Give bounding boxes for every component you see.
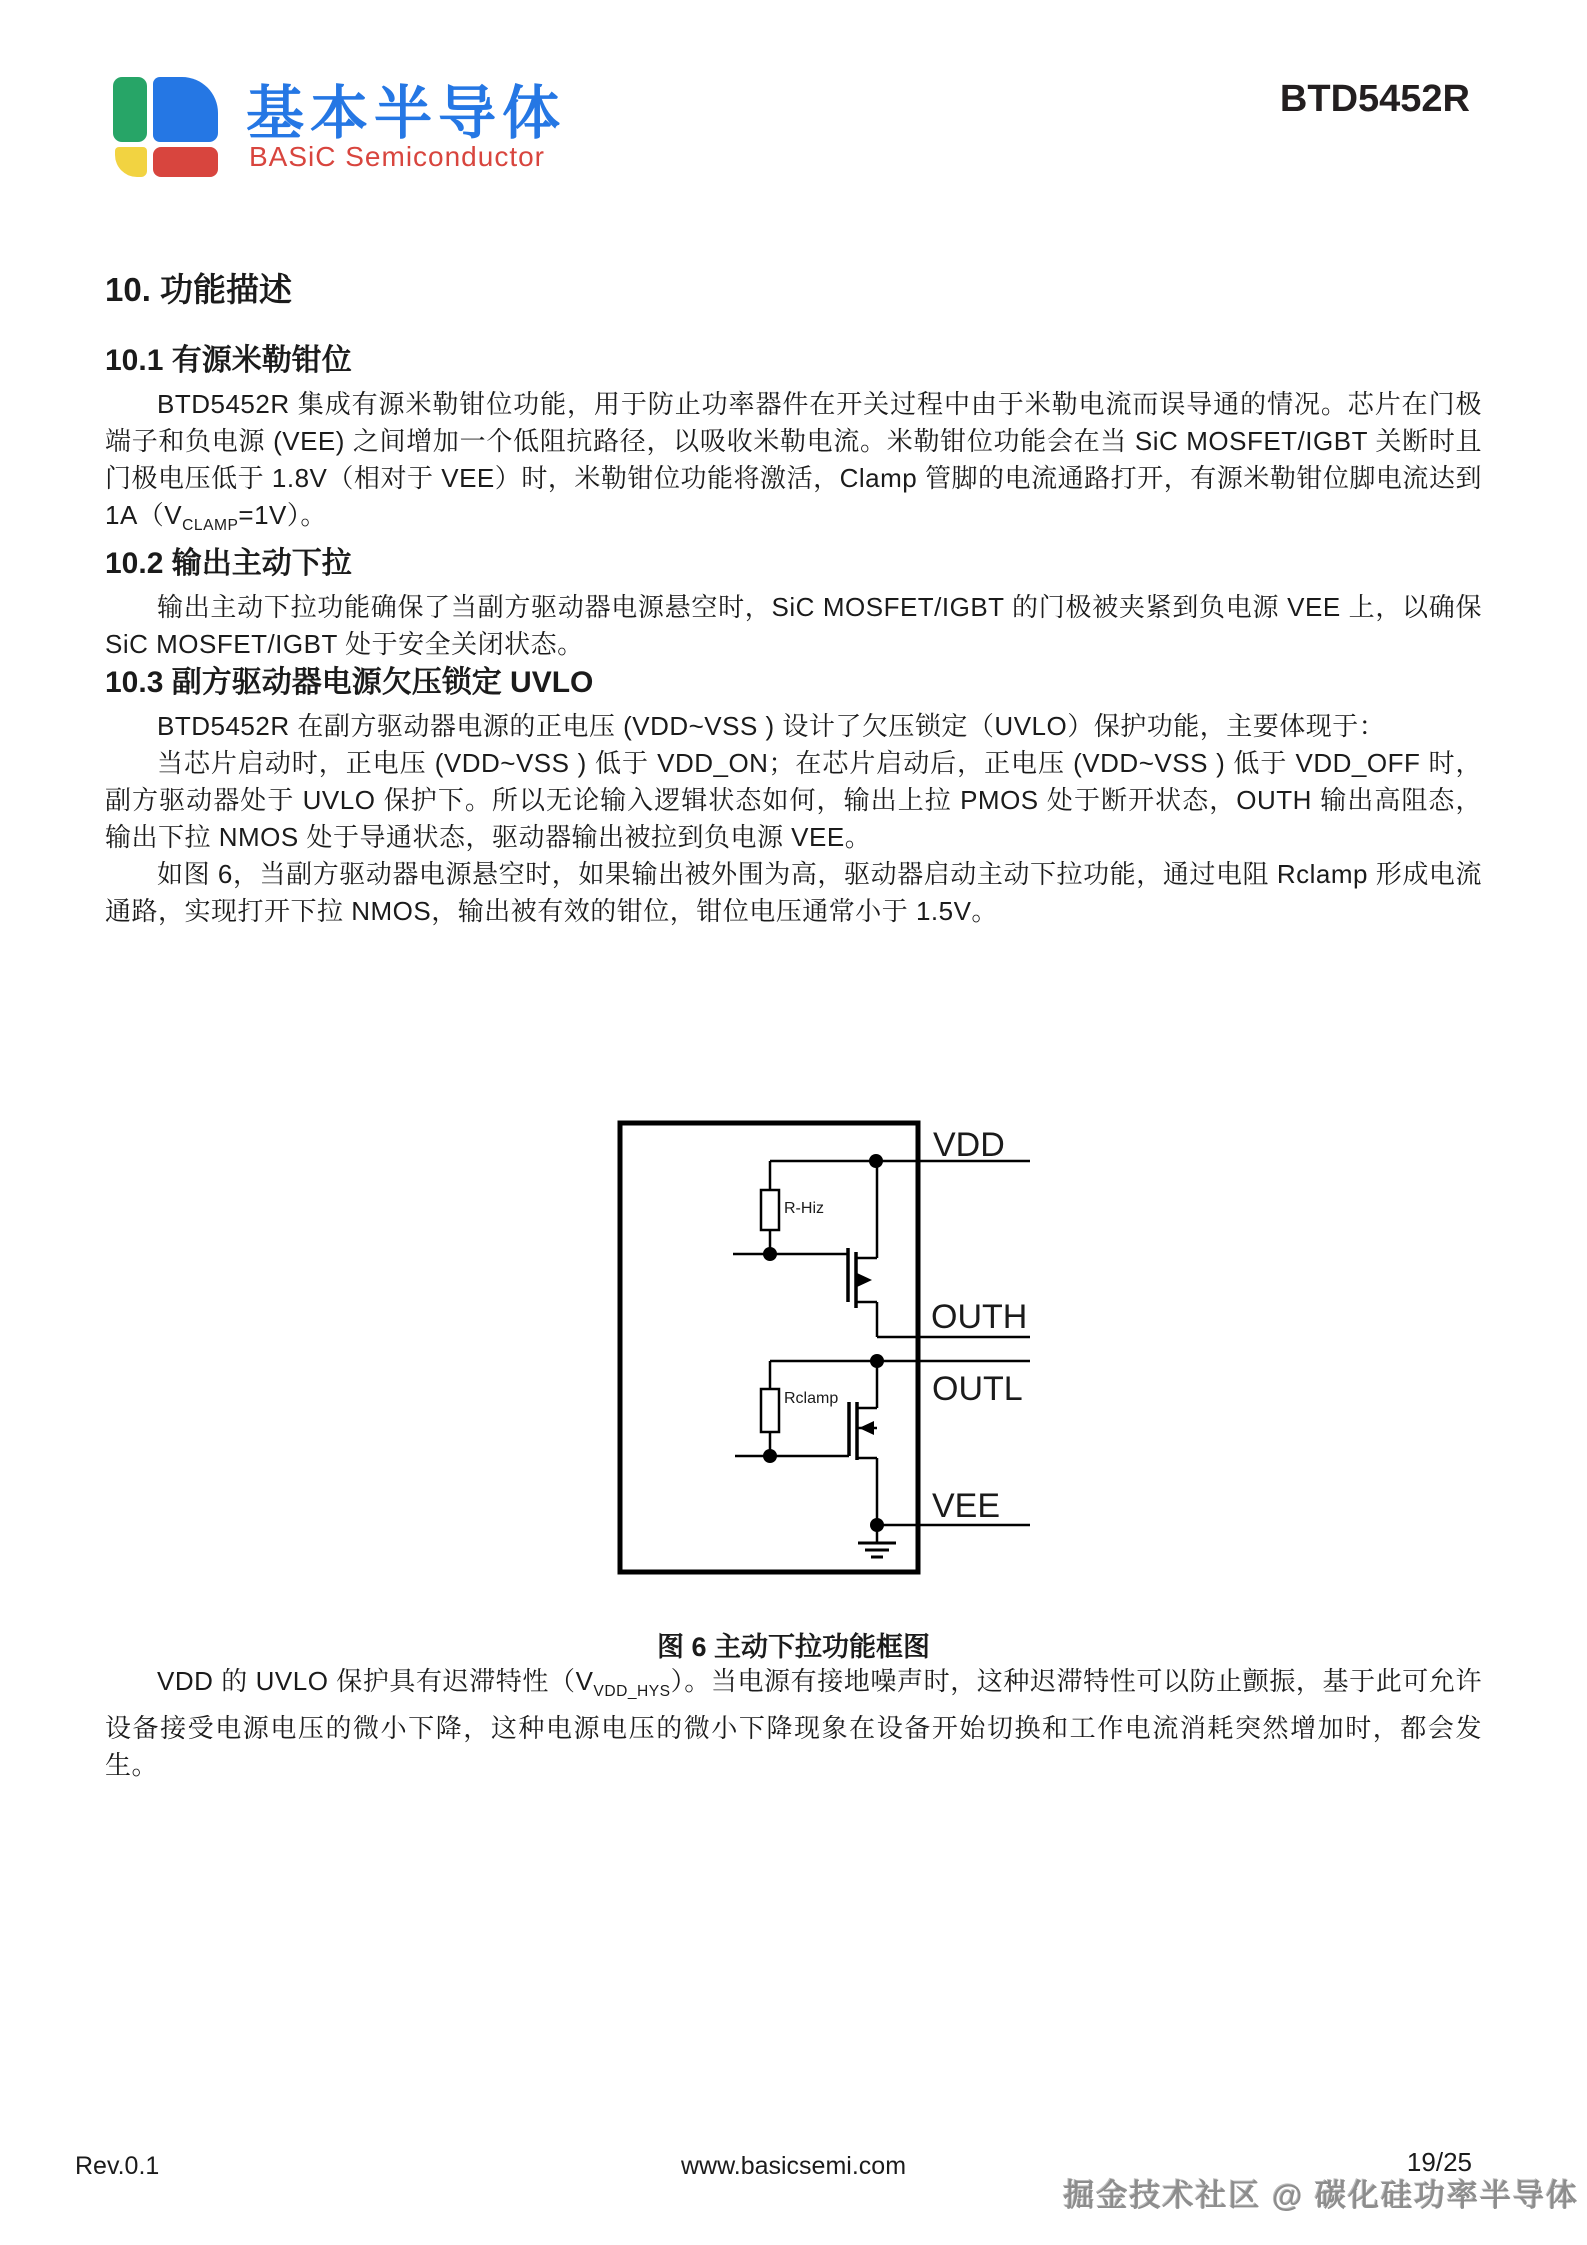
paragraph-10-1-text: BTD5452R 集成有源米勒钳位功能，用于防止功率器件在开关过程中由于米勒电流而误导通的情况。芯片在门极端子和负电源 (VEE) 之间增加一个低阻抗路径，以吸收米勒电流。米勒钳位功能会在当 SiC MOSFET/IGBT 关断时且门极电压低于 1.8V（相对于 VEE）时，米勒钳位功能将激活，Clamp 管脚的电流通路打开，有源米勒钳位脚电流达到 1A（V [105,389,1482,530]
nmos-arrow [859,1421,874,1435]
closing-paragraph-block [105,1663,1482,1784]
logo-green-block [113,77,147,142]
footer-website: www.basicsemi.com [680,2152,907,2180]
paragraph-hysteresis [105,1663,1482,1784]
pin-label-outh: OUTH [931,1298,1028,1336]
vclamp-subscript: CLAMP [182,517,239,535]
pin-label-outl: OUTL [932,1370,1023,1408]
resistor-rclamp [761,1389,779,1432]
watermark-text: 掘金技术社区 @ 碳化硅功率半导体 [1063,2178,1579,2213]
pmos-arrow [857,1273,872,1287]
label-rclamp: Rclamp [784,1390,839,1407]
section-title-10-1: 10.1 有源米勒钳位 [105,344,352,377]
figure-6-caption: 图 6 主动下拉功能框图 [656,1632,931,1662]
footer-revision: Rev.0.1 [75,2152,160,2180]
paragraph-10-1-tail: =1V）。 [238,500,327,530]
section-title-10-2: 10.2 输出主动下拉 [105,547,352,581]
label-r-hiz: R-Hiz [784,1200,824,1217]
vdd-hys-subscript: VDD_HYS [593,1683,671,1701]
paragraph-10-1 [105,386,1482,544]
footer-page-number: 19/25 [1406,2147,1472,2177]
paragraph-10-2: 输出主动下拉功能确保了当副方驱动器电源悬空时，SiC MOSFET/IGBT 的门极被夹紧到负电源 VEE 上，以确保 SiC MOSFET/IGBT 处于安全关闭状态。 [105,592,1482,660]
section-title-10-3: 10.3 副方驱动器电源欠压锁定 UVLO [105,666,594,700]
logo-yellow-block [115,147,147,177]
logo-red-block [153,147,218,177]
figure-6-diagram [600,1110,1040,1580]
pin-label-vdd: VDD [933,1126,1005,1164]
paragraph-10-3-1: BTD5452R 在副方驱动器电源的正电压 (VDD~VSS ) 设计了欠压锁定（UVLO）保护功能，主要体现于： [157,711,1386,742]
brand-name-en: BASiC Semiconductor [249,141,546,172]
nmos-transistor [849,1361,877,1525]
brand-name-cn: 基本半导体 [246,81,567,146]
paragraph-hysteresis-text: VDD 的 UVLO 保护具有迟滞特性（V [157,1666,594,1696]
company-logo [113,77,218,177]
logo-blue-block [153,77,218,142]
resistor-r-hiz [761,1190,779,1230]
document-body [105,268,1482,930]
paragraph-10-3-3: 如图 6，当副方驱动器电源悬空时，如果输出被外围为高，驱动器启动主动下拉功能，通过电阻 Rclamp 形成电流通路，实现打开下拉 NMOS，输出被有效的钳位，钳位电压通常小于 1.5V。 [105,859,1482,927]
pin-label-vee: VEE [932,1487,1001,1525]
paragraph-10-3-2: 当芯片启动时，正电压 (VDD~VSS ) 低于 VDD_ON；在芯片启动后，正电压 (VDD~VSS ) 低于 VDD_OFF 时，副方驱动器处于 UVLO 保护下。所以无论输入逻辑状态如何，输出上拉 PMOS 处于断开状态，OUTH 输出高阻态，输出下拉 NMOS 处于导通状态，驱动器输出被拉到负电源 VEE。 [105,748,1482,853]
paragraph-hysteresis-tail: ）。当电源有接地噪声时，这种迟滞特性可以防止颤振，基于此可允许设备接受电源电压的微小下降，这种电源电压的微小下降现象在设备开始切换和工作电流消耗突然增加时，都会发生。 [105,1666,1482,1781]
part-number: BTD5452R [1279,78,1470,120]
pmos-transistor [848,1161,877,1337]
section-title-10: 10. 功能描述 [105,271,293,308]
